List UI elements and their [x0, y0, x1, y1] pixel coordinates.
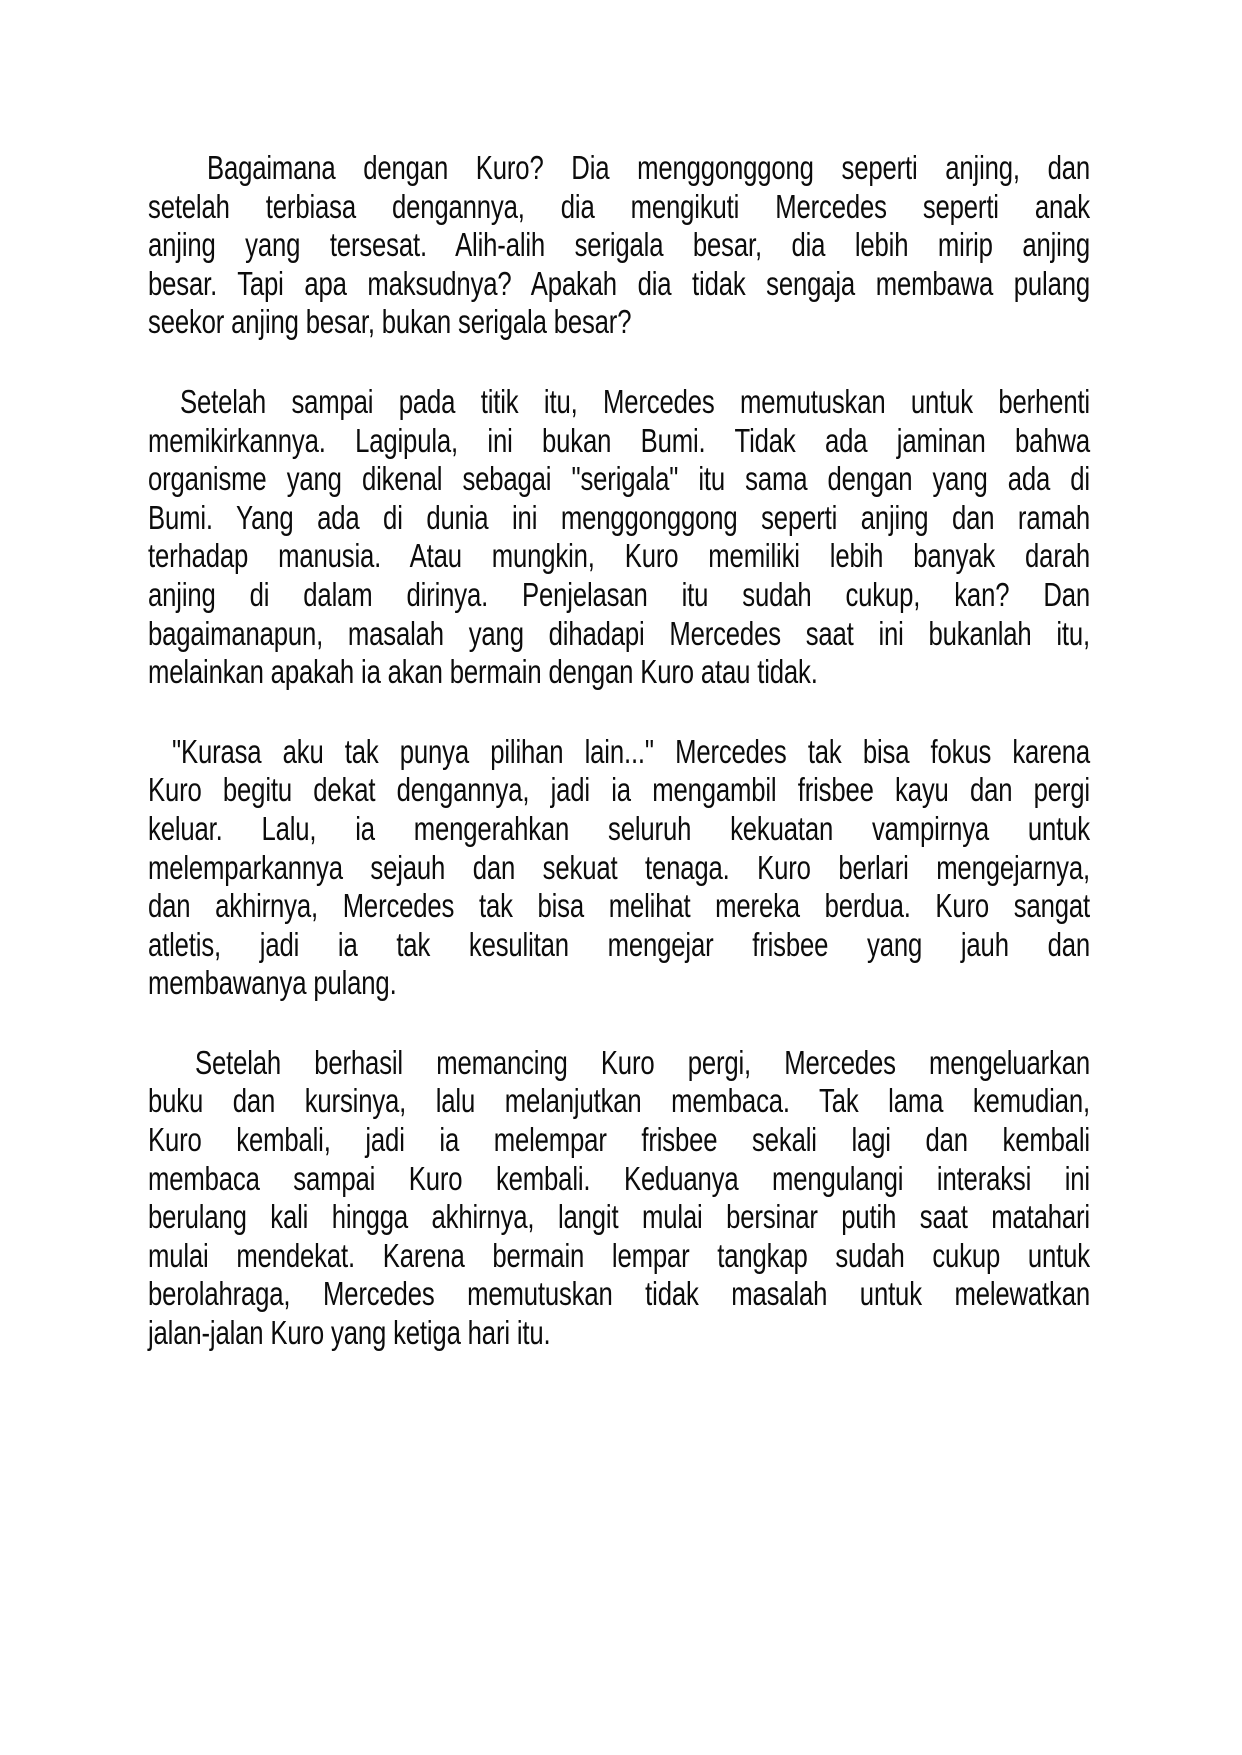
text-line: seekor anjing besar, bukan serigala besar? — [148, 303, 632, 341]
text-line: berolahraga, Mercedes memutuskan tidak masalah untuk melewatkan — [148, 1275, 1090, 1313]
text-line: melainkan apakah ia akan bermain dengan Kuro atau tidak. — [148, 653, 818, 691]
text-line: bagaimanapun, masalah yang dihadapi Mercedes saat ini bukanlah itu, — [148, 614, 1090, 652]
page-text — [148, 149, 1090, 1353]
text-line: terhadap manusia. Atau mungkin, Kuro memiliki lebih banyak darah — [148, 537, 1090, 575]
text-line: Bagaimana dengan Kuro? Dia menggonggong seperti anjing, dan — [206, 149, 1090, 186]
text-line: anjing yang tersesat. Alih-alih serigala besar, dia lebih mirip anjing — [148, 226, 1090, 264]
text-line: dan akhirnya, Mercedes tak bisa melihat mereka berdua. Kuro sangat — [148, 887, 1090, 925]
text-line: berulang kali hingga akhirnya, langit mulai bersinar putih saat matahari — [148, 1198, 1090, 1236]
text-line: besar. Tapi apa maksudnya? Apakah dia tidak sengaja membawa pulang — [148, 264, 1090, 302]
text-line: buku dan kursinya, lalu melanjutkan membaca. Tak lama kemudian, — [148, 1082, 1090, 1120]
text-line: jalan-jalan Kuro yang ketiga hari itu. — [148, 1314, 551, 1352]
text-line: Bumi. Yang ada di dunia ini menggonggong seperti anjing dan ramah — [148, 498, 1090, 536]
text-line: Kuro kembali, jadi ia melempar frisbee sekali lagi dan kembali — [148, 1121, 1090, 1159]
text-line: memikirkannya. Lagipula, ini bukan Bumi. Tidak ada jaminan bahwa — [148, 421, 1090, 459]
text-line: membaca sampai Kuro kembali. Keduanya mengulangi interaksi ini — [148, 1159, 1090, 1197]
text-line: organisme yang dikenal sebagai "serigala" itu sama dengan yang ada di — [148, 460, 1090, 498]
paragraph — [148, 733, 1090, 1003]
text-line: Kuro begitu dekat dengannya, jadi ia mengambil frisbee kayu dan pergi — [148, 771, 1090, 809]
text-line: Setelah berhasil memancing Kuro pergi, Mercedes mengeluarkan — [194, 1043, 1090, 1081]
text-line: membawanya pulang. — [148, 964, 397, 1002]
paragraph — [148, 149, 1090, 342]
text-line: anjing di dalam dirinya. Penjelasan itu sudah cukup, kan? Dan — [148, 575, 1090, 613]
text-line: keluar. Lalu, ia mengerahkan seluruh kekuatan vampirnya untuk — [148, 809, 1090, 847]
text-line: melemparkannya sejauh dan sekuat tenaga. Kuro berlari mengejarnya, — [148, 848, 1090, 886]
paragraph — [148, 1044, 1090, 1353]
text-line: mulai mendekat. Karena bermain lempar tangkap sudah cukup untuk — [148, 1236, 1090, 1274]
text-line: atletis, jadi ia tak kesulitan mengejar frisbee yang jauh dan — [148, 925, 1090, 963]
text-line: Setelah sampai pada titik itu, Mercedes memutuskan untuk berhenti — [179, 382, 1090, 420]
text-line: setelah terbiasa dengannya, dia mengikuti Mercedes seperti anak — [148, 187, 1090, 225]
paragraph — [148, 383, 1090, 692]
text-line: "Kurasa aku tak punya pilihan lain..." Mercedes tak bisa fokus karena — [171, 732, 1090, 770]
